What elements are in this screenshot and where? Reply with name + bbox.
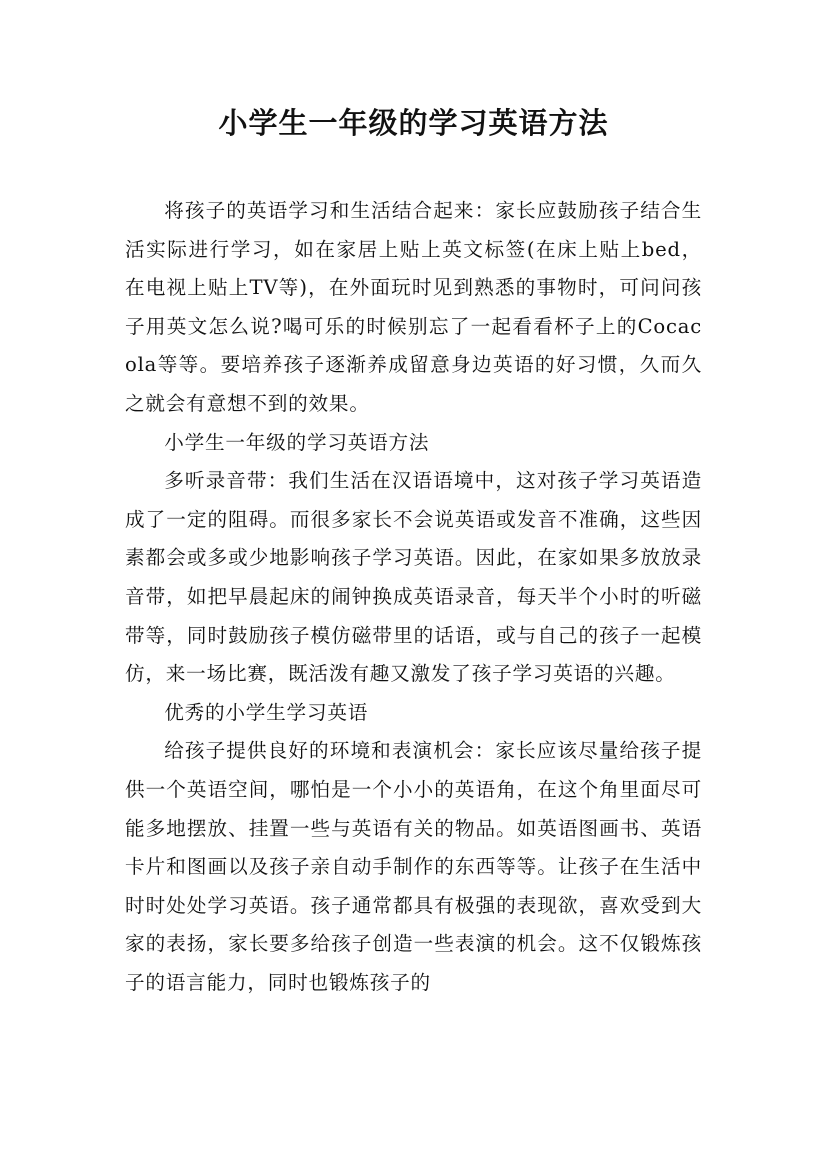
section-heading: 优秀的小学生学习英语 [164,700,369,724]
paragraph-environment: 给孩子提供良好的环境和表演机会：家长应该尽量给孩子提供一个英语空间，哪怕是一个小小的英语角，在这个角里面尽可能多地摆放、挂置一些与英语有关的物品。如英语图画书、英语卡片和图画以及孩子亲自动手制作的东西等等。让孩子在生活中时时处处学习英语。孩子通常都具有极强的表现欲，喜欢受到大家的表扬，家长要多给孩子创造一些表演的机会。这不仅锻炼孩子的语言能力，同时也锻炼孩子的 [125,739,702,994]
document-body [125,192,702,1002]
document-title: 小学生一年级的学习英语方法 [218,106,609,140]
section-heading: 小学生一年级的学习英语方法 [164,430,430,454]
paragraph-intro: 将孩子的英语学习和生活结合起来：家长应鼓励孩子结合生活实际进行学习，如在家居上贴上英文标签(在床上贴上bed，在电视上贴上TV等)，在外面玩时见到熟悉的事物时，可问问孩子用英文怎么说?喝可乐的时候别忘了一起看看杯子上的Cocacola等等。要培养孩子逐渐养成留意身边英语的好习惯，久而久之就会有意想不到的效果。 [125,199,702,415]
paragraph-listening: 多听录音带：我们生活在汉语语境中，这对孩子学习英语造成了一定的阻碍。而很多家长不会说英语或发音不准确，这些因素都会或多或少地影响孩子学习英语。因此，在家如果多放放录音带，如把早晨起床的闹钟换成英语录音，每天半个小时的听磁带等，同时鼓励孩子模仿磁带里的话语，或与自己的孩子一起模仿，来一场比赛，既活泼有趣又激发了孩子学习英语的兴趣。 [125,469,702,686]
